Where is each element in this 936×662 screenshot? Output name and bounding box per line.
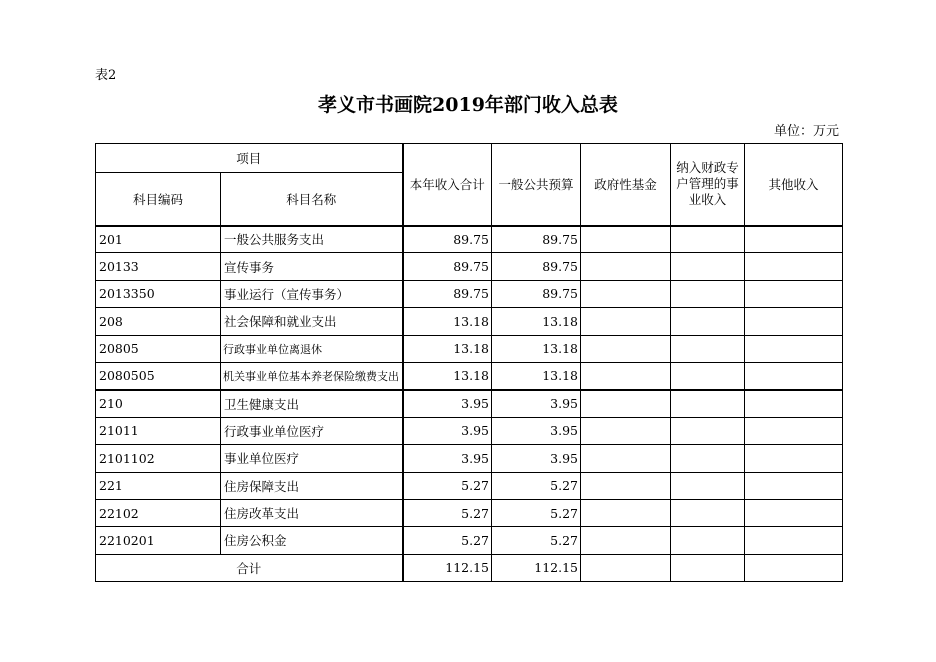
row-fiscal	[671, 417, 745, 444]
row-other	[745, 253, 843, 280]
header-name: 科目名称	[221, 173, 403, 226]
row-total: 3.95	[403, 445, 492, 472]
row-gov-fund	[581, 280, 671, 307]
row-gov-fund	[581, 499, 671, 526]
row-code: 22102	[96, 499, 221, 526]
row-other	[745, 445, 843, 472]
total-fiscal	[671, 554, 745, 581]
row-code: 20805	[96, 335, 221, 362]
row-code: 2101102	[96, 445, 221, 472]
header-fiscal-special: 纳入财政专户管理的事业收入	[671, 144, 745, 226]
row-code: 2210201	[96, 527, 221, 554]
total-value: 112.15	[403, 554, 492, 581]
header-item: 项目	[96, 144, 403, 173]
row-total: 5.27	[403, 472, 492, 499]
row-fiscal	[671, 280, 745, 307]
row-name: 宣传事务	[221, 253, 403, 280]
row-name: 住房保障支出	[221, 472, 403, 499]
total-row	[96, 554, 843, 581]
row-total: 89.75	[403, 226, 492, 253]
row-other	[745, 226, 843, 253]
row-other	[745, 390, 843, 417]
row-name: 行政事业单位离退休	[221, 335, 403, 362]
row-code: 221	[96, 472, 221, 499]
row-general: 13.18	[492, 362, 581, 389]
row-general: 13.18	[492, 308, 581, 335]
header-other: 其他收入	[745, 144, 843, 226]
table-row	[96, 527, 843, 554]
row-total: 89.75	[403, 253, 492, 280]
row-gov-fund	[581, 362, 671, 389]
table-row	[96, 499, 843, 526]
row-code: 2080505	[96, 362, 221, 389]
total-gov-fund	[581, 554, 671, 581]
row-code: 201	[96, 226, 221, 253]
row-gov-fund	[581, 253, 671, 280]
row-general: 5.27	[492, 472, 581, 499]
row-code: 2013350	[96, 280, 221, 307]
table-row	[96, 472, 843, 499]
total-label: 合计	[96, 554, 403, 581]
row-name: 事业运行（宣传事务）	[221, 280, 403, 307]
row-fiscal	[671, 335, 745, 362]
row-total: 13.18	[403, 362, 492, 389]
row-general: 3.95	[492, 417, 581, 444]
row-name: 事业单位医疗	[221, 445, 403, 472]
row-fiscal	[671, 308, 745, 335]
row-general: 89.75	[492, 253, 581, 280]
row-name: 行政事业单位医疗	[221, 417, 403, 444]
row-name: 社会保障和就业支出	[221, 308, 403, 335]
row-gov-fund	[581, 308, 671, 335]
row-code: 210	[96, 390, 221, 417]
row-gov-fund	[581, 445, 671, 472]
total-other	[745, 554, 843, 581]
row-fiscal	[671, 390, 745, 417]
row-gov-fund	[581, 226, 671, 253]
row-gov-fund	[581, 335, 671, 362]
header-gov-fund: 政府性基金	[581, 144, 671, 226]
table-row	[96, 335, 843, 362]
row-total: 3.95	[403, 417, 492, 444]
row-fiscal	[671, 362, 745, 389]
row-total: 89.75	[403, 280, 492, 307]
row-code: 208	[96, 308, 221, 335]
table-row	[96, 280, 843, 307]
row-other	[745, 472, 843, 499]
row-name: 卫生健康支出	[221, 390, 403, 417]
row-general: 89.75	[492, 280, 581, 307]
row-total: 13.18	[403, 335, 492, 362]
row-code: 21011	[96, 417, 221, 444]
header-general-budget: 一般公共预算	[492, 144, 581, 226]
row-fiscal	[671, 226, 745, 253]
row-total: 13.18	[403, 308, 492, 335]
row-general: 5.27	[492, 527, 581, 554]
total-general: 112.15	[492, 554, 581, 581]
header-total: 本年收入合计	[403, 144, 492, 226]
page-title: 孝义市书画院2019年部门收入总表	[318, 94, 618, 116]
row-other	[745, 308, 843, 335]
row-general: 89.75	[492, 226, 581, 253]
table-row	[96, 445, 843, 472]
row-other	[745, 527, 843, 554]
row-name: 一般公共服务支出	[221, 226, 403, 253]
row-total: 3.95	[403, 390, 492, 417]
row-other	[745, 335, 843, 362]
row-other	[745, 280, 843, 307]
row-fiscal	[671, 527, 745, 554]
table-number: 表2	[95, 68, 117, 83]
row-general: 3.95	[492, 390, 581, 417]
row-total: 5.27	[403, 499, 492, 526]
row-name: 机关事业单位基本养老保险缴费支出	[221, 362, 403, 389]
row-other	[745, 499, 843, 526]
table-row	[96, 417, 843, 444]
row-other	[745, 362, 843, 389]
row-gov-fund	[581, 390, 671, 417]
income-table	[95, 143, 843, 582]
row-fiscal	[671, 499, 745, 526]
table-row	[96, 308, 843, 335]
row-other	[745, 417, 843, 444]
row-general: 3.95	[492, 445, 581, 472]
unit-label: 单位：万元	[773, 124, 839, 139]
row-fiscal	[671, 472, 745, 499]
row-gov-fund	[581, 527, 671, 554]
row-general: 13.18	[492, 335, 581, 362]
table-row	[96, 390, 843, 417]
row-fiscal	[671, 253, 745, 280]
table-row	[96, 362, 843, 389]
row-fiscal	[671, 445, 745, 472]
header-code: 科目编码	[96, 173, 221, 226]
table-row	[96, 253, 843, 280]
table-row	[96, 226, 843, 253]
row-name: 住房改革支出	[221, 499, 403, 526]
row-general: 5.27	[492, 499, 581, 526]
row-code: 20133	[96, 253, 221, 280]
row-name: 住房公积金	[221, 527, 403, 554]
row-total: 5.27	[403, 527, 492, 554]
row-gov-fund	[581, 417, 671, 444]
row-gov-fund	[581, 472, 671, 499]
